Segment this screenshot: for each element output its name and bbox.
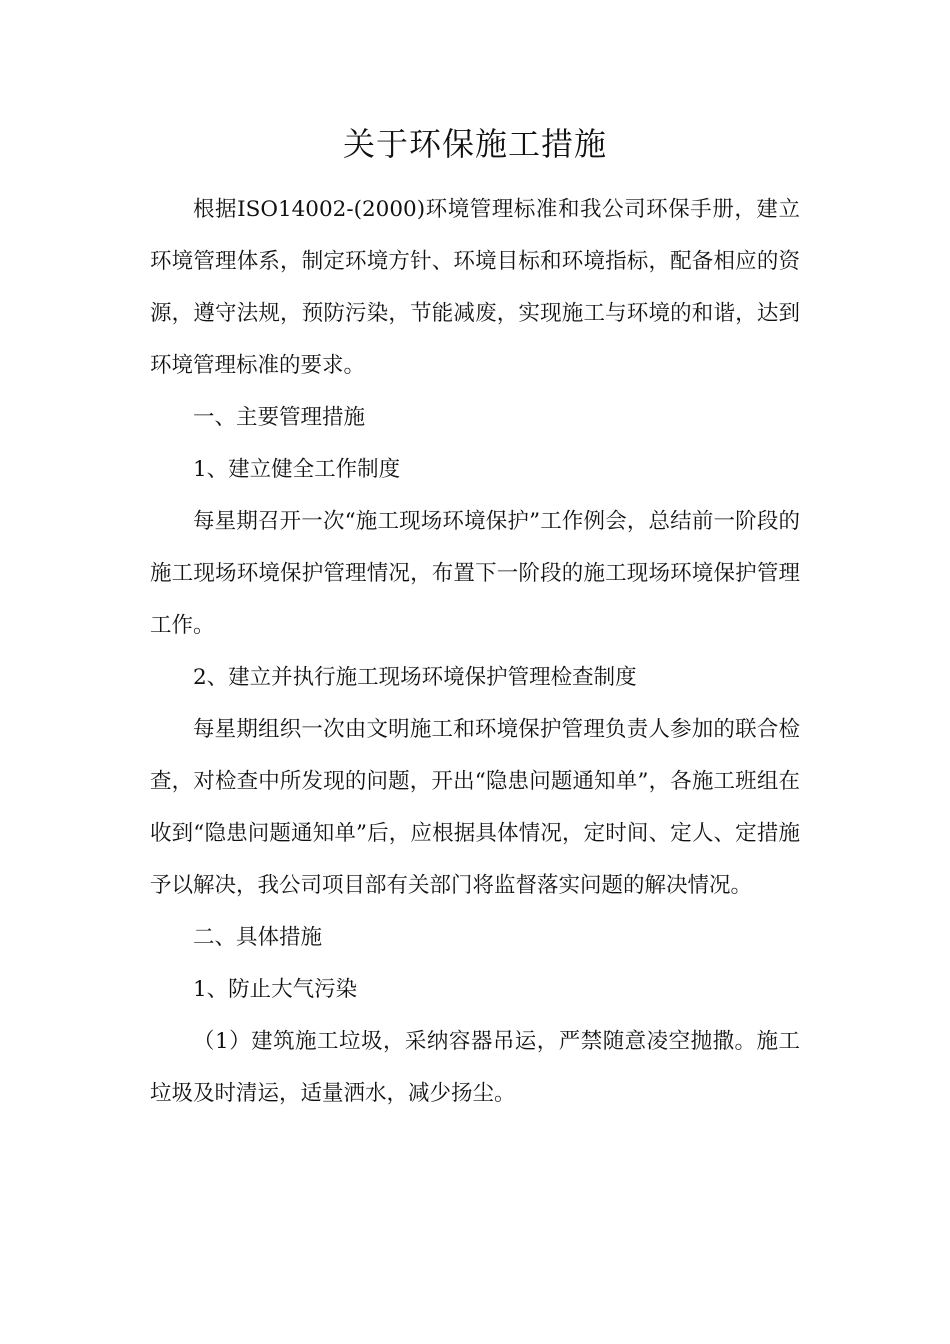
section-heading-specific-measures: 二、具体措施	[193, 925, 323, 950]
subheading-inspection-system: 2、建立并执行施工现场环境保护管理检查制度	[193, 665, 637, 690]
document-title: 关于环保施工措施	[342, 125, 607, 163]
weekly-inspection-paragraph: 每星期组织一次由文明施工和环境保护管理负责人参加的联合检查，对检查中所发现的问题，开出“隐患问题通知单”，各施工班组在收到“隐患问题通知单”后，应根据具体情况，定时间、定人、定措施予以解决，我公司项目部有关部门将监督落实问题的解决情况。	[150, 717, 800, 898]
subheading-air-pollution: 1、防止大气污染	[193, 977, 358, 1002]
construction-waste-paragraph: （1）建筑施工垃圾，采纳容器吊运，严禁随意凌空抛撒。施工垃圾及时清运，适量洒水，减少扬尘。	[150, 1029, 800, 1106]
intro-paragraph: 根据ISO14002-(2000)环境管理标准和我公司环保手册，建立环境管理体系，制定环境方针、环境目标和环境指标，配备相应的资源，遵守法规，预防污染，节能减废，实现施工与环境的和谐，达到环境管理标准的要求。	[150, 197, 800, 378]
weekly-meeting-paragraph: 每星期召开一次“施工现场环境保护”工作例会，总结前一阶段的施工现场环境保护管理情况，布置下一阶段的施工现场环境保护管理工作。	[150, 509, 800, 638]
subheading-work-system: 1、建立健全工作制度	[193, 457, 401, 482]
section-heading-management: 一、主要管理措施	[193, 405, 366, 430]
